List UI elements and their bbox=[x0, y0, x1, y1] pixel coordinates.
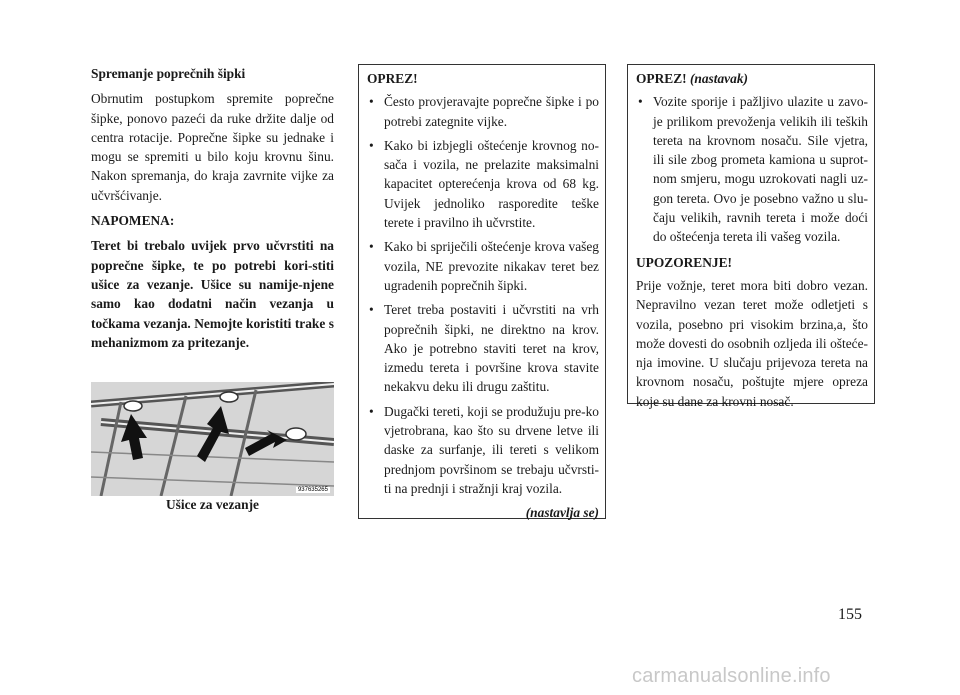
note-text: Teret bi trebalo uvijek prvo učvrstiti na poprečne šipke, te po potrebi kori-stiti ušice za vezanje. Ušice su namije-njene samo kao dodatni način vezanja u točkama vezanja. Nemojte koristiti trake s mehanizmom za pritezanje. bbox=[91, 238, 334, 350]
caution-item: • Vozite sporije i pažljivo ulazite u zavo-je prilikom prevoženja velikih ili teških tereta na krovnom nosaču. Sile vjetra, ili sile zbog prometa kamiona u suprot-nom smjeru, mogu uzrokovati nagli uz-gon tereta. Ovo je posebno važno u slu-čaju velikih, ravnih tereta i može doći do oštećenja tereta ili vašeg vozila. bbox=[636, 92, 868, 246]
page-number: 155 bbox=[838, 606, 862, 623]
caution-item: • Često provjeravajte poprečne šipke i po potrebi zategnite vijke. bbox=[367, 92, 599, 131]
tie-down-loops-illustration bbox=[91, 382, 334, 496]
warning-label: UPOZORENJE! bbox=[636, 254, 732, 270]
caution-continued-box bbox=[627, 64, 875, 409]
caution-item: • Kako bi izbjegli oštećenje krovnog no-sača i vozila, ne prelazite maksimalni kapacitet opterećenja krova od 68 kg. Uvijek jednoliko rasporedite teške terete i pravilno ih učvrstite. bbox=[367, 136, 599, 232]
continued-label: (nastavlja se) bbox=[525, 505, 599, 521]
section-heading: Spremanje poprečnih šipki bbox=[91, 66, 246, 81]
note-label: NAPOMENA: bbox=[91, 213, 175, 229]
figure-caption: Ušice za vezanje bbox=[166, 497, 259, 512]
left-column bbox=[91, 64, 334, 352]
caution-list bbox=[367, 92, 599, 498]
caution-item: • Kako bi spriječili oštećenje krova vašeg vozila, NE prevozite nikakav teret bez ugradenih poprečnih šipki. bbox=[367, 237, 599, 295]
figure-code: 937635265 bbox=[297, 487, 328, 493]
storage-paragraph: Obrnutim postupkom spremite poprečne šipke, ponovo pazeći da ruke držite dalje od centra rotacije. Poprečne šipke su jednake i mogu se spremiti u bilo koju krovnu šinu. Nakon spremanja, do kraja zavrnite vijke za učvršćivanje. bbox=[91, 91, 334, 203]
caution-title: OPREZ! bbox=[636, 71, 687, 86]
caution-continued-list bbox=[636, 92, 868, 246]
caution-continued-title bbox=[636, 69, 868, 88]
watermark: carmanualsonline.info bbox=[632, 665, 831, 687]
caution-title: OPREZ! bbox=[367, 71, 418, 86]
roof-rack-drawing bbox=[91, 382, 334, 496]
caution-item: • Teret treba postaviti i učvrstiti na vrh poprečnih šipki, ne direktno na krov. Ako je potrebno staviti teret na krov, izmedu tereta i površine krova stavite nekakvu deku ili drugu zaštitu. bbox=[367, 300, 599, 396]
continuation-note: (nastavak) bbox=[689, 71, 748, 86]
caution-item: • Dugački tereti, koji se produžuju pre-ko vjetrobrana, kao što su drvene letve ili daske za surfanje, ili tereti s velikom prednjom površinom se trebaju učvrsti-ti na prednji i stražnji kraj vozila. bbox=[367, 402, 599, 498]
warning-text: Prije vožnje, teret mora biti dobro vezan. Nepravilno vezan teret može odletjeti s vozila, posebno pri visokim brzina,a, što može dovesti do osobnih ozljeda ili oštеće-nja imovine. U slučaju prijevoza tereta na krovnom nosaču, poštujte mjere opreza koje su dane za krovni nosač. bbox=[636, 277, 868, 409]
caution-box bbox=[358, 64, 606, 519]
